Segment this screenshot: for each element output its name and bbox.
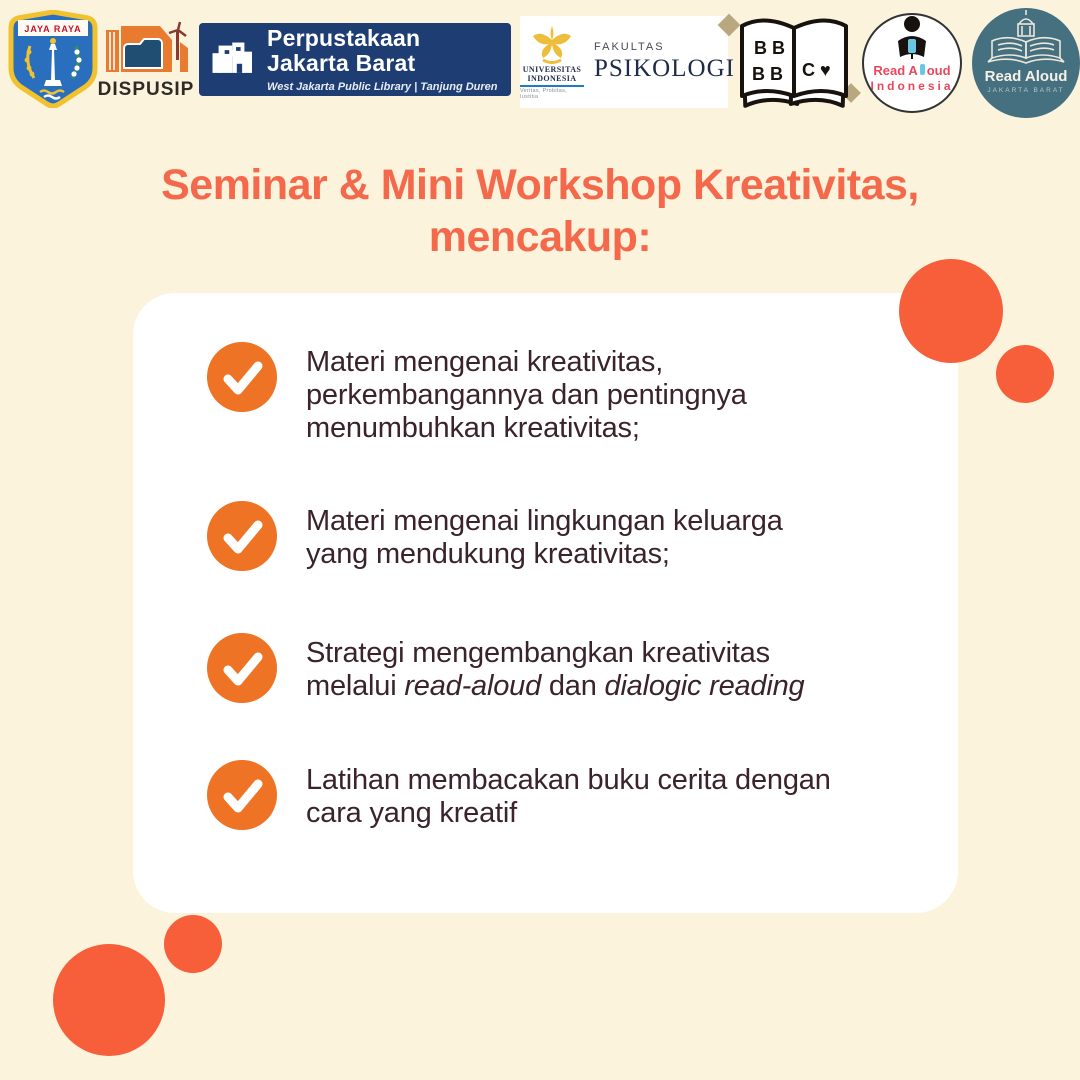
open-book-doodle-icon bbox=[730, 14, 858, 112]
dispusip-logo bbox=[96, 18, 196, 98]
jakarta-crest-icon bbox=[8, 10, 98, 108]
read-aloud-jakbar-logo bbox=[972, 8, 1080, 118]
dispusip-icon bbox=[98, 18, 194, 76]
page-title: Seminar & Mini Workshop Kreativitas, mencakup: bbox=[161, 161, 919, 261]
rai-subtitle: Indonesia bbox=[870, 79, 954, 93]
ui-divider bbox=[520, 85, 584, 87]
checklist-item bbox=[207, 633, 804, 703]
check-icon bbox=[207, 760, 277, 830]
bbbc-right-row: C ♥ bbox=[802, 60, 831, 80]
ui-university-name: UNIVERSITAS INDONESIA bbox=[522, 64, 582, 83]
decorative-circle bbox=[164, 915, 222, 973]
checklist-item-text: Materi mengenai kreativitas, perkembangannya dan pentingnya menumbuhkan kreativitas; bbox=[306, 346, 747, 444]
rajb-subtitle: JAKARTA BARAT bbox=[987, 87, 1065, 94]
checklist-item-text: Strategi mengembangkan kreativitas melalui read-aloud dan dialogic reading bbox=[306, 637, 805, 702]
microphone-icon bbox=[920, 64, 925, 75]
decorative-circle bbox=[996, 345, 1054, 403]
checklist-item bbox=[207, 501, 783, 571]
check-icon bbox=[207, 501, 277, 571]
reader-figure-icon bbox=[890, 15, 934, 61]
checklist-card bbox=[133, 293, 958, 913]
ui-motto: Veritas, Probitas, Iustitia bbox=[520, 88, 567, 101]
ui-psikologi-logo bbox=[520, 16, 735, 108]
library-banner bbox=[199, 23, 511, 96]
check-icon bbox=[207, 633, 277, 703]
checklist-item bbox=[207, 342, 747, 445]
rai-title: Read A oud bbox=[873, 63, 951, 78]
bbbc-left-row2: B B bbox=[752, 64, 783, 84]
ui-makara-icon bbox=[529, 24, 575, 64]
ui-faculty-label: FAKULTAS bbox=[594, 41, 665, 53]
check-icon bbox=[207, 342, 277, 412]
bbbc-left-row1: B B bbox=[754, 38, 785, 58]
checklist-item bbox=[207, 760, 831, 830]
rajb-title: Read Aloud bbox=[984, 68, 1068, 85]
read-aloud-indonesia-logo bbox=[862, 13, 962, 113]
ui-emblem-block bbox=[520, 24, 584, 100]
bbbc-book-logo bbox=[730, 14, 858, 112]
library-subtitle: West Jakarta Public Library | Tanjung Duren bbox=[267, 80, 498, 93]
jakarta-crest-logo bbox=[8, 10, 98, 108]
dispusip-label: DISPUSIP bbox=[97, 79, 195, 100]
decorative-circle bbox=[53, 944, 165, 1056]
ui-faculty-block bbox=[594, 41, 735, 83]
checklist-item-text: Materi mengenai lingkungan keluarga yang mendukung kreativitas; bbox=[306, 505, 783, 570]
decorative-circle bbox=[899, 259, 1003, 363]
book-building-icon bbox=[984, 8, 1068, 70]
checklist-item-text: Latihan membacakan buku cerita dengan cara yang kreatif bbox=[306, 764, 831, 829]
library-building-icon bbox=[211, 35, 255, 85]
ui-faculty-name: PSIKOLOGI bbox=[594, 55, 735, 82]
crest-motto: JAYA RAYA bbox=[24, 24, 82, 34]
library-title: Perpustakaan Jakarta Barat bbox=[267, 25, 421, 77]
